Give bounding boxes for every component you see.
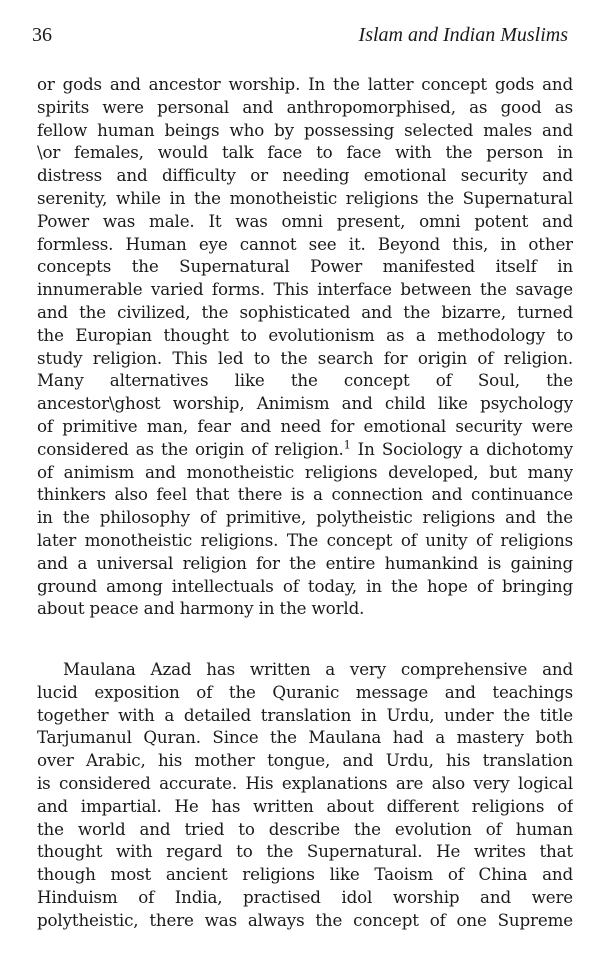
paragraph-1 [37,73,573,620]
text-line: together with a detailed translation in Urdu, under the title [37,704,573,725]
text-line: Tarjumanul Quran. Since the Maulana had a mastery both [37,727,573,748]
text-segment: considered as the origin of religion. [37,438,344,459]
text-line: about peace and harmony in the world. [37,598,365,619]
text-line: the world and tried to describe the evolution of human [37,818,573,839]
text-line: thinkers also feel that there is a connection and continuance [37,484,573,505]
text-line: later monotheistic religions. The concept of unity of religions [37,529,573,550]
text-line: innumerable varied forms. This interface between the savage [37,279,573,300]
text-line: and impartial. He has written about different religions of [37,795,573,816]
text-line: over Arabic, his mother tongue, and Urdu, his translation [37,750,573,771]
text-line: Hinduism of India, practised idol worship and were [37,886,573,907]
text-line: Many alternatives like the concept of Soul, the [37,370,573,391]
text-line: fellow human beings who by possessing selected males and [37,119,573,140]
text-line: ground among intellectuals of today, in the hope of bringing [37,575,573,596]
text-line: Maulana Azad has written a very comprehensive and [63,659,573,679]
text-line-with-footnote [37,438,573,461]
text-line: ancestor\ghost worship, Animism and child like psychology [37,393,573,414]
page-number: 36 [32,24,52,46]
text-line: serenity, while in the monotheistic religions the Supernatural [37,187,573,208]
text-line: study religion. This led to the search for origin of religion. [37,347,573,368]
text-line: polytheistic, there was always the concept of one Supreme [37,909,573,930]
text-line: of primitive man, fear and need for emotional security were [37,415,573,436]
footnote-marker[interactable]: 1 [343,438,351,452]
page-header [32,24,568,50]
text-line: and a universal religion for the entire humankind is gaining [37,552,573,573]
text-line: and the civilized, the sophisticated and the bizarre, turned [37,301,573,322]
text-line: formless. Human eye cannot see it. Beyond this, in other [37,233,573,254]
text-line: or gods and ancestor worship. In the latter concept gods and [37,74,573,94]
text-segment: In Sociology a dichotomy [350,438,573,459]
text-line: in the philosophy of primitive, polytheistic religions and the [37,507,573,528]
text-line: spirits were personal and anthropomorphised, as good as [37,96,573,117]
text-line: concepts the Supernatural Power manifested itself in [37,256,573,277]
text-line: lucid exposition of the Quranic message and teachings [37,681,573,702]
text-line: distress and difficulty or needing emotional security and [37,165,573,186]
text-line: is considered accurate. His explanations are also very logical [37,772,573,793]
text-line: thought with regard to the Supernatural. He writes that [37,841,573,862]
text-line: \or females, would talk face to face with the person in [37,142,573,163]
running-title: Islam and Indian Muslims [358,24,568,46]
text-line: of animism and monotheistic religions developed, but many [37,461,573,482]
text-line: though most ancient religions like Taoism of China and [37,864,573,885]
text-line: Power was male. It was omni present, omni potent and [37,210,573,231]
paragraph-2 [37,658,573,932]
text-line: the Europian thought to evolutionism as a methodology to [37,324,573,345]
